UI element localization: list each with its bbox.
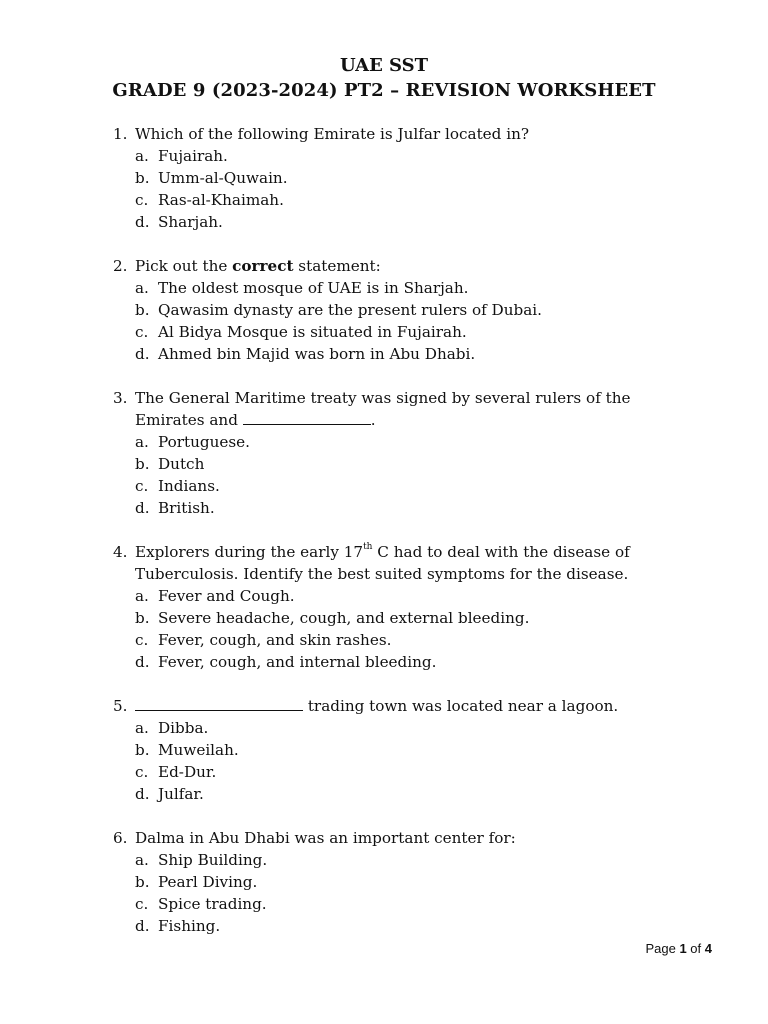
question-3 [113, 387, 713, 519]
option-label: a. [135, 433, 149, 451]
question-number: 3. [113, 389, 128, 407]
question-stem [113, 541, 713, 563]
question-text: Pick out the [135, 257, 233, 275]
question-text: Which of the following Emirate is Julfar located in? [135, 125, 529, 143]
option-b [113, 739, 713, 761]
option-d [113, 343, 713, 365]
option-label: b. [135, 169, 150, 187]
question-text-emphasis: correct [232, 257, 294, 275]
question-stem [113, 255, 713, 277]
question-stem [113, 123, 713, 145]
question-2 [113, 255, 713, 365]
question-text: The General Maritime treaty was signed by several rulers of the [135, 389, 631, 407]
option-text: Ship Building. [158, 851, 268, 869]
option-b [113, 871, 713, 893]
option-text: Portuguese. [158, 433, 250, 451]
page-current: 1 [679, 941, 687, 956]
option-b [113, 299, 713, 321]
option-label: a. [135, 851, 149, 869]
option-text: British. [158, 499, 215, 517]
option-label: a. [135, 719, 149, 737]
option-text: Al Bidya Mosque is situated in Fujairah. [158, 323, 467, 341]
option-label: d. [135, 653, 150, 671]
question-6 [113, 827, 713, 937]
option-d [113, 497, 713, 519]
question-text: Dalma in Abu Dhabi was an important center for: [135, 829, 516, 847]
option-label: b. [135, 301, 150, 319]
option-label: a. [135, 147, 149, 165]
option-d [113, 783, 713, 805]
question-stem [113, 695, 713, 717]
option-label: a. [135, 279, 149, 297]
option-label: b. [135, 609, 150, 627]
option-list [113, 145, 713, 233]
option-label: d. [135, 785, 150, 803]
worksheet-header [0, 54, 768, 103]
question-1 [113, 123, 713, 233]
option-b [113, 167, 713, 189]
option-b [113, 453, 713, 475]
question-text: statement: [293, 257, 381, 275]
option-text: Fever, cough, and skin rashes. [158, 631, 392, 649]
option-text: Fever and Cough. [158, 587, 295, 605]
option-text: Spice trading. [158, 895, 267, 913]
question-stem [113, 827, 713, 849]
subject-title: UAE SST [339, 55, 429, 76]
option-label: d. [135, 213, 150, 231]
question-list [113, 123, 713, 959]
option-d [113, 211, 713, 233]
option-list [113, 849, 713, 937]
question-text: Emirates and [135, 411, 238, 429]
option-text: Sharjah. [158, 213, 223, 231]
option-text: Julfar. [158, 785, 204, 803]
option-text: Dutch [158, 455, 205, 473]
question-4 [113, 541, 713, 673]
option-label: a. [135, 587, 149, 605]
option-text: The oldest mosque of UAE is in Sharjah. [158, 279, 469, 297]
question-number: 4. [113, 543, 128, 561]
page-of: of [690, 941, 702, 956]
question-number: 2. [113, 257, 128, 275]
option-a [113, 277, 713, 299]
option-label: c. [135, 477, 149, 495]
option-label: b. [135, 741, 150, 759]
option-text: Muweilah. [158, 741, 239, 759]
option-label: d. [135, 917, 150, 935]
option-text: Ed-Dur. [158, 763, 217, 781]
option-list [113, 717, 713, 805]
worksheet-title: GRADE 9 (2023-2024) PT2 – REVISION WORKSHEET [112, 80, 656, 101]
option-c [113, 893, 713, 915]
option-list [113, 431, 713, 519]
option-text: Indians. [158, 477, 220, 495]
option-c [113, 629, 713, 651]
option-a [113, 849, 713, 871]
option-a [113, 145, 713, 167]
page-word: Page [645, 941, 676, 956]
option-c [113, 189, 713, 211]
superscript: th [363, 541, 373, 552]
option-c [113, 321, 713, 343]
option-label: b. [135, 455, 150, 473]
question-text: C had to deal with the disease of [372, 543, 630, 561]
option-list [113, 585, 713, 673]
option-label: c. [135, 631, 149, 649]
question-text: trading town was located near a lagoon. [303, 697, 619, 715]
option-label: d. [135, 499, 150, 517]
option-label: b. [135, 873, 150, 891]
option-text: Severe headache, cough, and external bleeding. [158, 609, 530, 627]
option-a [113, 717, 713, 739]
answer-blank [135, 696, 303, 711]
question-number: 6. [113, 829, 128, 847]
option-label: c. [135, 763, 149, 781]
option-text: Fujairah. [158, 147, 228, 165]
question-stem-continued [113, 409, 713, 431]
option-a [113, 585, 713, 607]
option-c [113, 475, 713, 497]
option-label: c. [135, 895, 149, 913]
option-label: c. [135, 323, 149, 341]
question-stem [113, 387, 713, 409]
option-list [113, 277, 713, 365]
option-text: Umm-al-Quwain. [158, 169, 288, 187]
option-d [113, 915, 713, 937]
question-text: . [370, 411, 376, 429]
option-a [113, 431, 713, 453]
option-text: Ahmed bin Majid was born in Abu Dhabi. [158, 345, 476, 363]
question-number: 5. [113, 697, 128, 715]
page-number-footer [645, 941, 712, 956]
option-text: Pearl Diving. [158, 873, 258, 891]
question-5 [113, 695, 713, 805]
option-c [113, 761, 713, 783]
question-number: 1. [113, 125, 128, 143]
option-b [113, 607, 713, 629]
page-total: 4 [704, 941, 712, 956]
answer-blank [243, 410, 371, 425]
option-d [113, 651, 713, 673]
option-text: Ras-al-Khaimah. [158, 191, 284, 209]
option-label: d. [135, 345, 150, 363]
option-text: Qawasim dynasty are the present rulers of Dubai. [158, 301, 542, 319]
option-text: Fishing. [158, 917, 221, 935]
option-text: Dibba. [158, 719, 209, 737]
question-text: Explorers during the early 17 [135, 543, 364, 561]
option-text: Fever, cough, and internal bleeding. [158, 653, 437, 671]
option-label: c. [135, 191, 149, 209]
question-stem-continued: Tuberculosis. Identify the best suited symptoms for the disease. [135, 565, 629, 583]
